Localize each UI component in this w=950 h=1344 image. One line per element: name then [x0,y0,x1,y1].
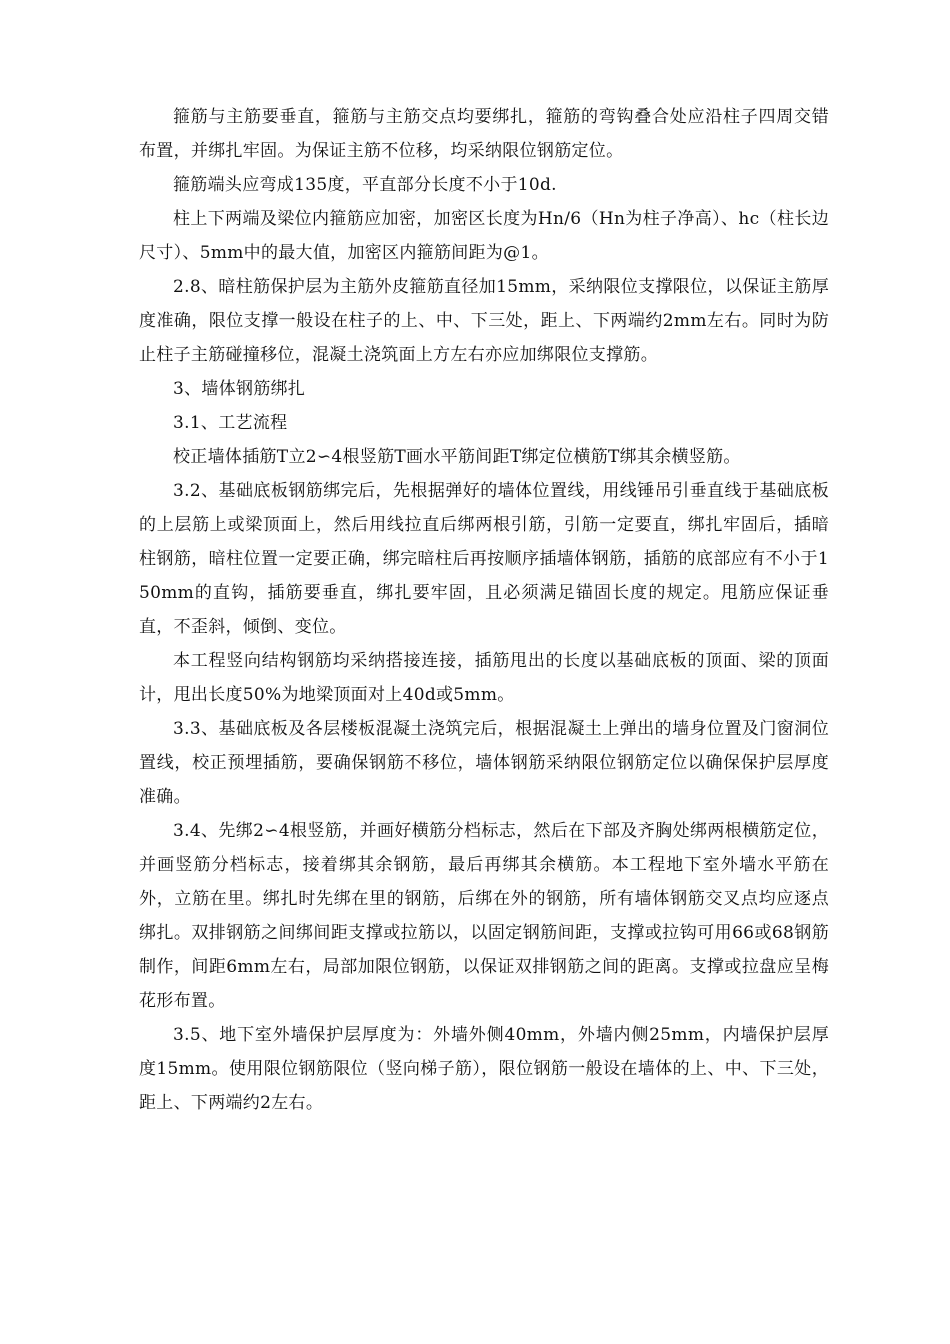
section-heading-3-1: 3.1、工艺流程 [173,413,288,433]
paragraph-lap-connection: 本工程竖向结构钢筋均采纳搭接连接，插筋甩出的长度以基础底板的顶面、梁的顶面计，甩出长度50%为地梁顶面对上40d或5mm。 [139,651,829,705]
paragraph-stirrup-hook: 箍筋端头应弯成135度，平直部分长度不小于10d. [173,175,557,195]
paragraph-3-3: 3.3、基础底板及各层楼板混凝土浇筑完后，根据混凝土上弹出的墙身位置及门窗洞位置线，校正预埋插筋，要确保钢筋不移位，墙体钢筋采纳限位钢筋定位以确保保护层厚度准确。 [139,719,829,807]
paragraph-process-flow: 校正墙体插筋T立2∽4根竖筋T画水平筋间距T绑定位横筋T绑其余横竖筋。 [173,447,741,467]
section-heading-wall-rebar: 3、墙体钢筋绑扎 [173,379,306,399]
paragraph-3-5: 3.5、地下室外墙保护层厚度为：外墙外侧40mm，外墙内侧25mm，内墙保护层厚度15mm。使用限位钢筋限位（竖向梯子筋），限位钢筋一般设在墙体的上、中、下三处，距上、下两端约2左右。 [139,1025,829,1113]
paragraph-column-densification: 柱上下两端及梁位内箍筋应加密，加密区长度为Hn/6（Hn为柱子净高）、hc（柱长边尺寸）、5mm中的最大值，加密区内箍筋间距为@1。 [139,209,829,263]
paragraph-3-2: 3.2、基础底板钢筋绑完后，先根据弹好的墙体位置线，用线锤吊引垂直线于基础底板的上层筋上或梁顶面上，然后用线拉直后绑两根引筋，引筋一定要直，绑扎牢固后，插暗柱钢筋，暗柱位置一定要正确，绑完暗柱后再按顺序插墙体钢筋，插筋的底部应有不小于150mm的直钩，插筋要垂直，绑扎要牢固，且必须满足锚固长度的规定。甩筋应保证垂直，不歪斜，倾倒、变位。 [139,481,829,637]
paragraph-2-8-cover: 2.8、暗柱筋保护层为主筋外皮箍筋直径加15mm，采纳限位支撑限位，以保证主筋厚度准确，限位支撑一般设在柱子的上、中、下三处，距上、下两端约2mm左右。同时为防止柱子主筋碰撞移位，混凝土浇筑面上方左右亦应加绑限位支撑筋。 [139,277,829,365]
document-body [139,100,829,1120]
paragraph-stirrup-perpendicular: 箍筋与主筋要垂直，箍筋与主筋交点均要绑扎，箍筋的弯钩叠合处应沿柱子四周交错布置，并绑扎牢固。为保证主筋不位移，均采纳限位钢筋定位。 [139,107,829,161]
paragraph-3-4: 3.4、先绑2∽4根竖筋，并画好横筋分档标志，然后在下部及齐胸处绑两根横筋定位，并画竖筋分档标志，接着绑其余钢筋，最后再绑其余横筋。本工程地下室外墙水平筋在外，立筋在里。绑扎时先绑在里的钢筋，后绑在外的钢筋，所有墙体钢筋交叉点均应逐点绑扎。双排钢筋之间绑间距支撑或拉筋以，以固定钢筋间距，支撑或拉钩可用66或68钢筋制作，间距6mm左右，局部加限位钢筋，以保证双排钢筋之间的距离。支撑或拉盘应呈梅花形布置。 [139,821,829,1011]
